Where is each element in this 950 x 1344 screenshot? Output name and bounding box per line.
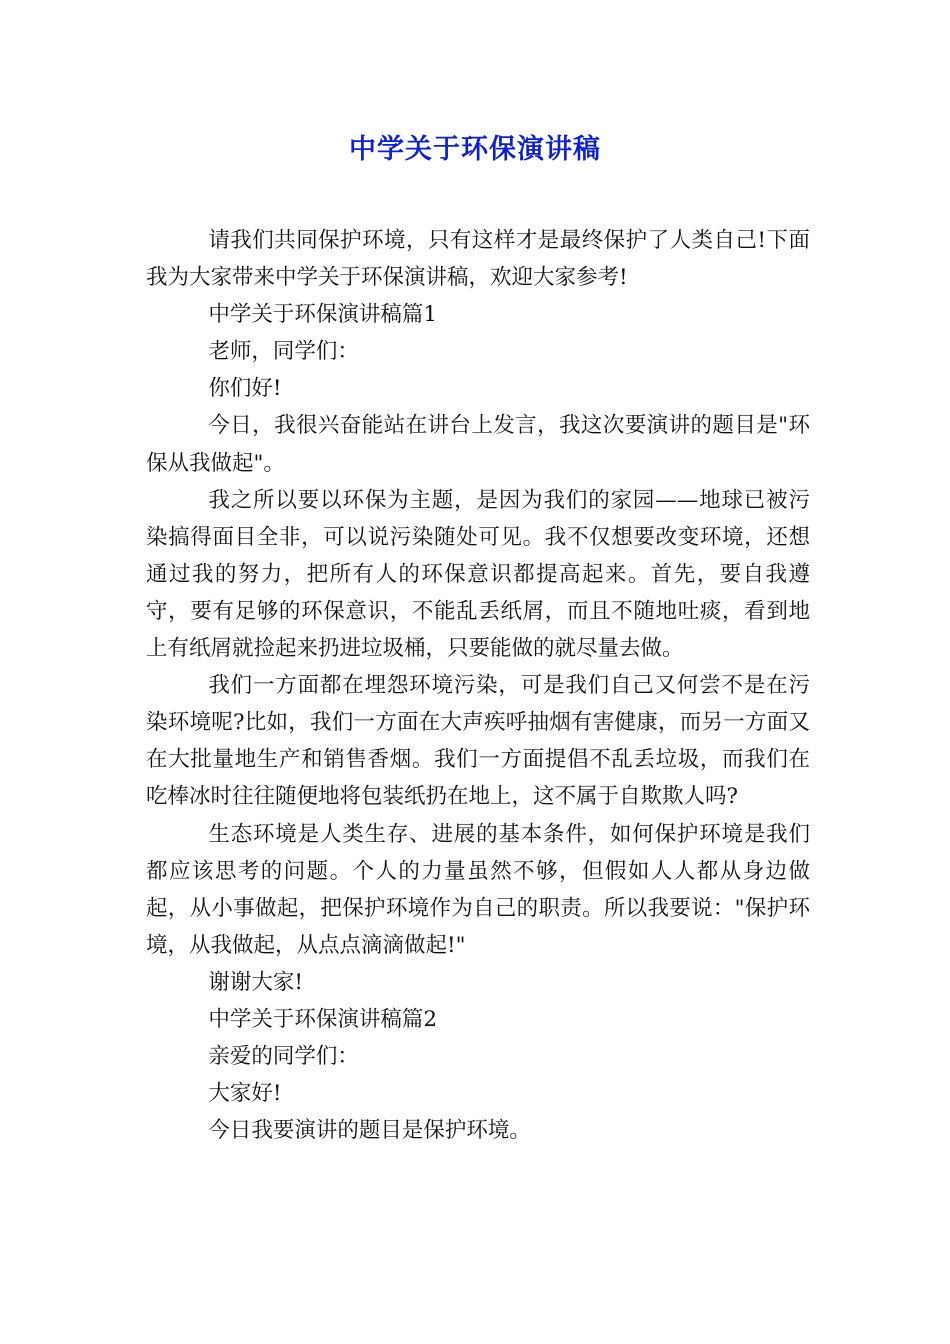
page-title: 中学关于环保演讲稿 bbox=[349, 134, 601, 165]
paragraph-thanks: 谢谢大家! bbox=[208, 969, 303, 995]
paragraph-greeting: 大家好! bbox=[208, 1081, 282, 1107]
section-heading-2: 中学关于环保演讲稿篇2 bbox=[208, 1006, 438, 1032]
document-body bbox=[146, 222, 810, 1149]
paragraph: 我们一方面都在埋怨环境污染，可是我们自己又何尝不是在污染环境呢?比如，我们一方面在大声疾呼抽烟有害健康，而另一方面又在大批量地生产和销售香烟。我们一方面提倡不乱丢垃圾，而我们在吃棒冰时往往随便地将包装纸扔在地上，这不属于自欺欺人吗? bbox=[146, 673, 810, 810]
paragraph: 今日，我很兴奋能站在讲台上发言，我这次要演讲的题目是"环保从我做起"。 bbox=[146, 413, 810, 476]
paragraph-intro: 请我们共同保护环境，只有这样才是最终保护了人类自己!下面我为大家带来中学关于环保演讲稿，欢迎大家参考! bbox=[146, 228, 810, 291]
paragraph-salutation: 亲爱的同学们： bbox=[208, 1044, 359, 1070]
paragraph-greeting: 你们好! bbox=[208, 376, 282, 402]
paragraph: 我之所以要以环保为主题，是因为我们的家园——地球已被污染搞得面目全非，可以说污染随处可见。我不仅想要改变环境，还想通过我的努力，把所有人的环保意识都提高起来。首先，要自我遵守，要有足够的环保意识，不能乱丢纸屑，而且不随地吐痰，看到地上有纸屑就捡起来扔进垃圾桶，只要能做的就尽量去做。 bbox=[146, 487, 810, 662]
paragraph-salutation: 老师，同学们： bbox=[208, 339, 359, 365]
section-heading-1: 中学关于环保演讲稿篇1 bbox=[208, 302, 438, 328]
paragraph: 今日我要演讲的题目是保护环境。 bbox=[208, 1118, 531, 1144]
paragraph: 生态环境是人类生存、进展的基本条件，如何保护环境是我们都应该思考的问题。个人的力量虽然不够，但假如人人都从身边做起，从小事做起，把保护环境作为自己的职责。所以我要说："保护环境，从我做起，从点点滴滴做起!" bbox=[146, 821, 810, 958]
